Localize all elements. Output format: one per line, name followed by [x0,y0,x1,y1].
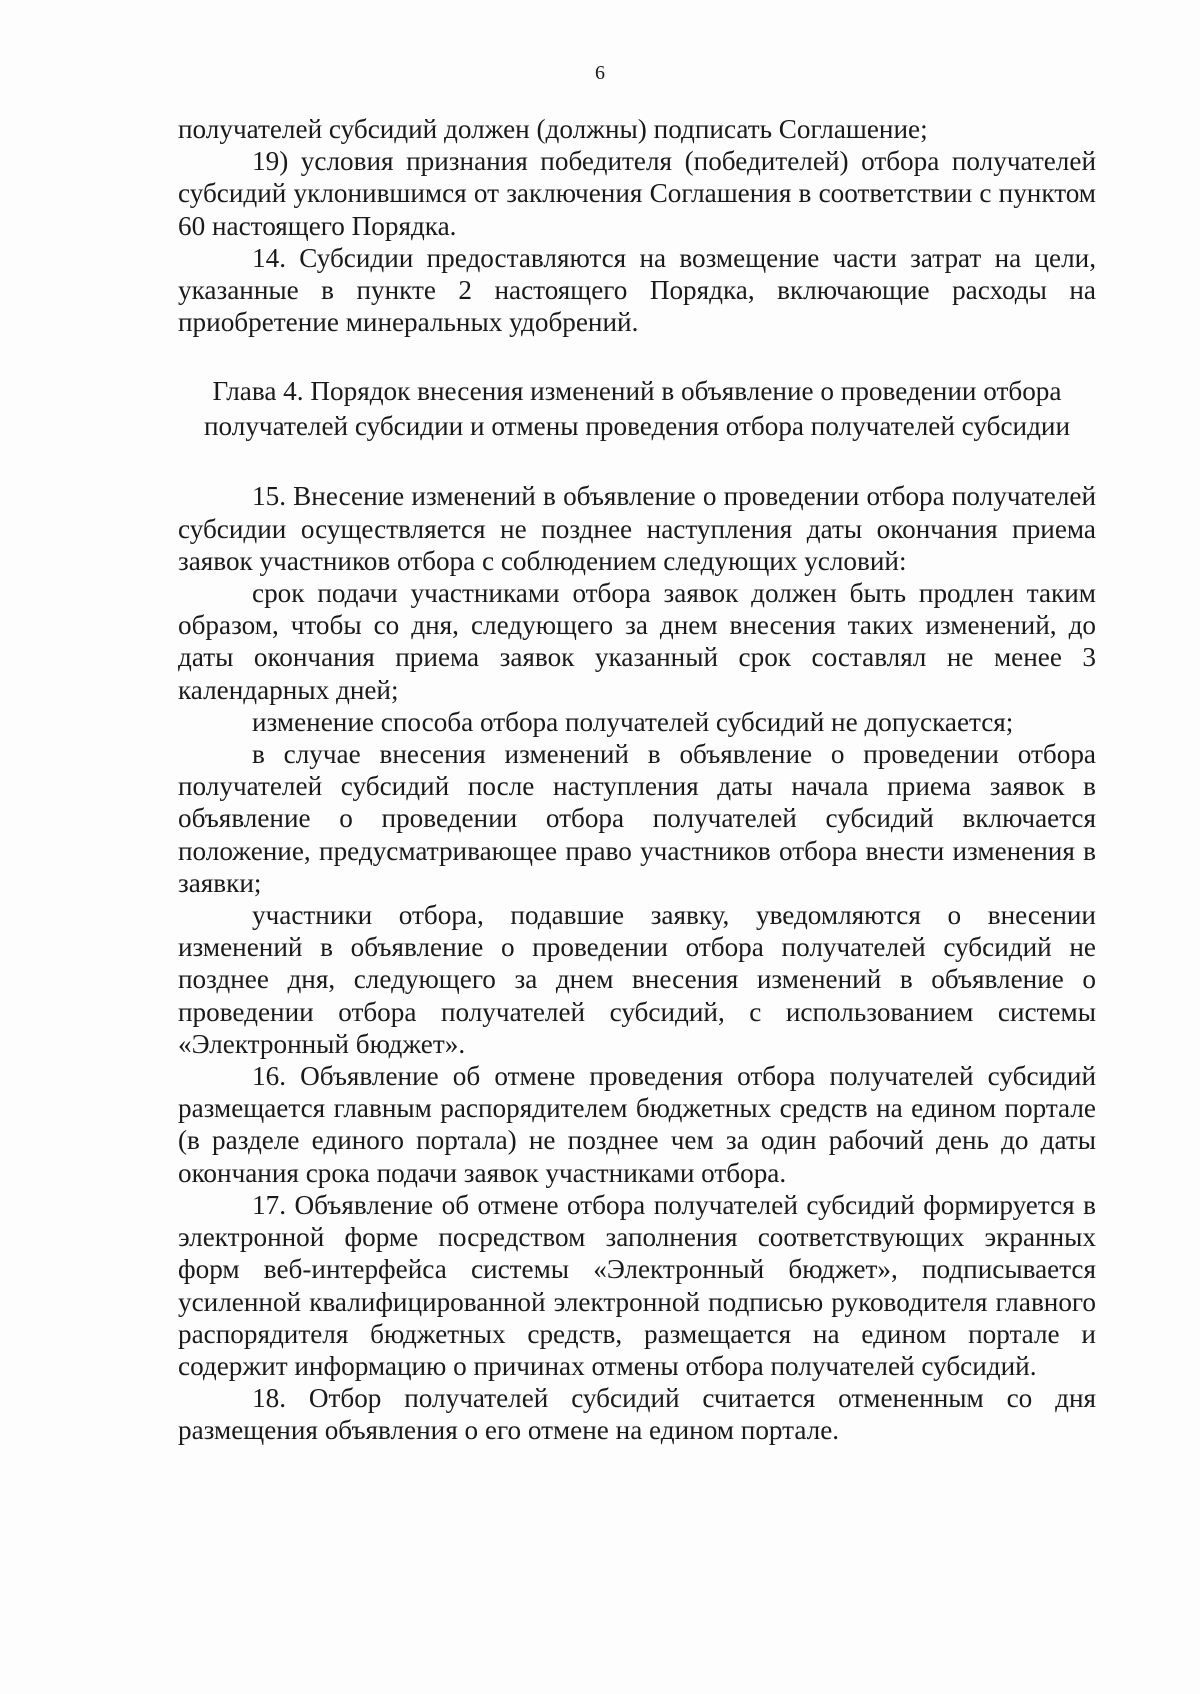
page-number: 6 [595,62,605,84]
paragraph-17: 17. Объявление об отмене отбора получателей субсидий формируется в электронной форме посредством заполнения соответствующих экранных форм веб-интерфейса системы «Электронный бюджет», подписывается усиленной квалифицированной электронной подписью руководителя главного распорядителя бюджетных средств, размещается на едином портале и содержит информацию о причинах отмены отбора получателей субсидий. [178,1189,1096,1381]
paragraph-15-condition-4: участники отбора, подавшие заявку, уведомляются о внесении изменений в объявление о проведении отбора получателей субсидий не позднее дня, следующего за днем внесения изменений в объявление о проведении отбора получателей субсидий, с использованием системы «Электронный бюджет». [178,900,1096,1059]
chapter-heading-line-1: Глава 4. Порядок внесения изменений в объявление о проведении отбора [212,376,1062,407]
paragraph-14: 14. Субсидии предоставляются на возмещение части затрат на цели, указанные в пункте 2 настоящего Порядка, включающие расходы на приобретение минеральных удобрений. [178,242,1096,338]
paragraph-15-condition-1: срок подачи участниками отбора заявок должен быть продлен таким образом, чтобы со дня, следующего за днем внесения таких изменений, до даты окончания приема заявок указанный срок составлял не менее 3 календарных дней; [178,578,1096,705]
chapter-heading-line-2: получателей субсидии и отмены проведения отбора получателей субсидии [203,411,1071,442]
paragraph-item-19: 19) условия признания победителя (победителей) отбора получателей субсидий уклонившимся от заключения Соглашения в соответствии с пунктом 60 настоящего Порядка. [178,146,1096,241]
paragraph-continuation: получателей субсидий должен (должны) подписать Соглашение; [178,114,928,144]
paragraph-15: 15. Внесение изменений в объявление о проведении отбора получателей субсидии осуществляется не позднее наступления даты окончания приема заявок участников отбора с соблюдением следующих условий: [178,481,1096,576]
chapter-heading [178,374,1096,444]
paragraph-16: 16. Объявление об отмене проведения отбора получателей субсидий размещается главным распорядителем бюджетных средств на едином портале (в разделе единого портала) не позднее чем за один рабочий день до даты окончания срока подачи заявок участниками отбора. [178,1061,1096,1188]
paragraph-15-condition-2: изменение способа отбора получателей субсидий не допускается; [252,706,1014,737]
paragraph-18: 18. Отбор получателей субсидий считается отмененным со дня размещения объявления о его отмене на едином портале. [178,1383,1096,1446]
paragraph-15-condition-3: в случае внесения изменений в объявление о проведении отбора получателей субсидий после наступления даты начала приема заявок в объявление о проведении отбора получателей субсидий включается положение, предусматривающее право участников отбора внести изменения в заявки; [178,739,1096,898]
document-body [178,113,1096,1447]
